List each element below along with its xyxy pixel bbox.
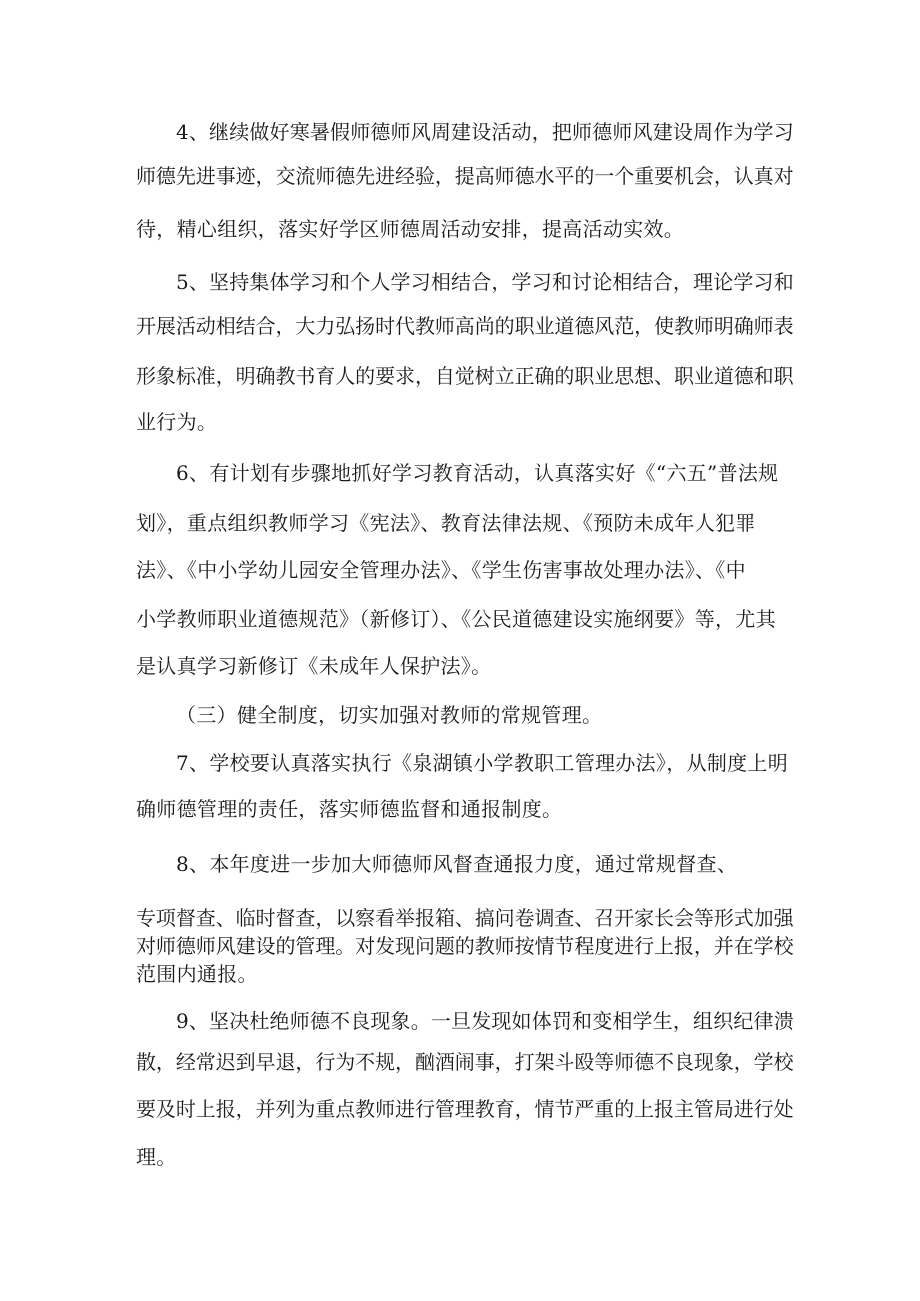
paragraph-5-line-1: 5、坚持集体学习和个人学习相结合，学习和讨论相结合，理论学习和	[176, 270, 794, 294]
paragraph-6-line-5: 是认真学习新修订《未成年人保护法》。	[136, 654, 492, 678]
paragraph-9-line-2: 散，经常迟到早退，行为不规，酗酒闹事，打架斗殴等师德不良现象，学校	[136, 1050, 794, 1074]
paragraph-9-line-1: 9、坚决杜绝师德不良现象。一旦发现如体罚和变相学生，组织纪律溃	[176, 1009, 794, 1033]
paragraph-5-line-3: 形象标准，明确教书育人的要求，自觉树立正确的职业思想、职业道德和职	[136, 364, 794, 388]
paragraph-8-line-1: 8、本年度进一步加大师德师风督查通报力度，通过常规督查、	[176, 852, 738, 876]
paragraph-7-line-1: 7、学校要认真落实执行《泉湖镇小学教职工管理办法》，从制度上明	[176, 751, 789, 775]
paragraph-6-line-1: 6、有计划有步骤地抓好学习教育活动，认真落实好《“六五”普法规	[176, 461, 779, 485]
paragraph-4-line-3: 待，精心组织，落实好学区师德周活动安排，提高活动实效。	[136, 217, 685, 241]
paragraph-7-line-2: 确师德管理的责任，落实师德监督和通报制度。	[136, 797, 563, 821]
paragraph-9-line-4: 理。	[136, 1145, 177, 1169]
paragraph-5-line-4: 业行为。	[136, 410, 218, 434]
paragraph-8-line-3: 对师德师风建设的管理。对发现问题的教师按情节程度进行上报，并在学校	[136, 934, 794, 958]
paragraph-6-line-4: 小学教师职业道德规范》（新修订）、《公民道德建设实施纲要》等，尤其	[136, 607, 776, 631]
paragraph-9-line-3: 要及时上报，并列为重点教师进行管理教育，情节严重的上报主管局进行处	[136, 1097, 794, 1121]
paragraph-8-line-2: 专项督查、临时督查，以察看举报箱、搞问卷调查、召开家长会等形式加强	[136, 906, 794, 930]
paragraph-5-line-2: 开展活动相结合，大力弘扬时代教师高尚的职业道德风范，使教师明确师表	[136, 314, 794, 338]
paragraph-6-line-3: 法》、《中小学幼儿园安全管理办法》、《学生伤害事故处理办法》、《中	[136, 558, 746, 582]
paragraph-6-line-2: 划》，重点组织教师学习《宪法》、教育法律法规、《预防未成年人犯罪	[136, 511, 756, 535]
paragraph-4-line-1: 4、继续做好寒暑假师德师风周建设活动，把师德师风建设周作为学习	[176, 120, 794, 144]
paragraph-8-line-4: 范围内通报。	[136, 962, 258, 986]
section-3-heading: （三）健全制度，切实加强对教师的常规管理。	[176, 703, 603, 727]
paragraph-4-line-2: 师德先进事迹，交流师德先进经验，提高师德水平的一个重要机会，认真对	[136, 164, 794, 188]
